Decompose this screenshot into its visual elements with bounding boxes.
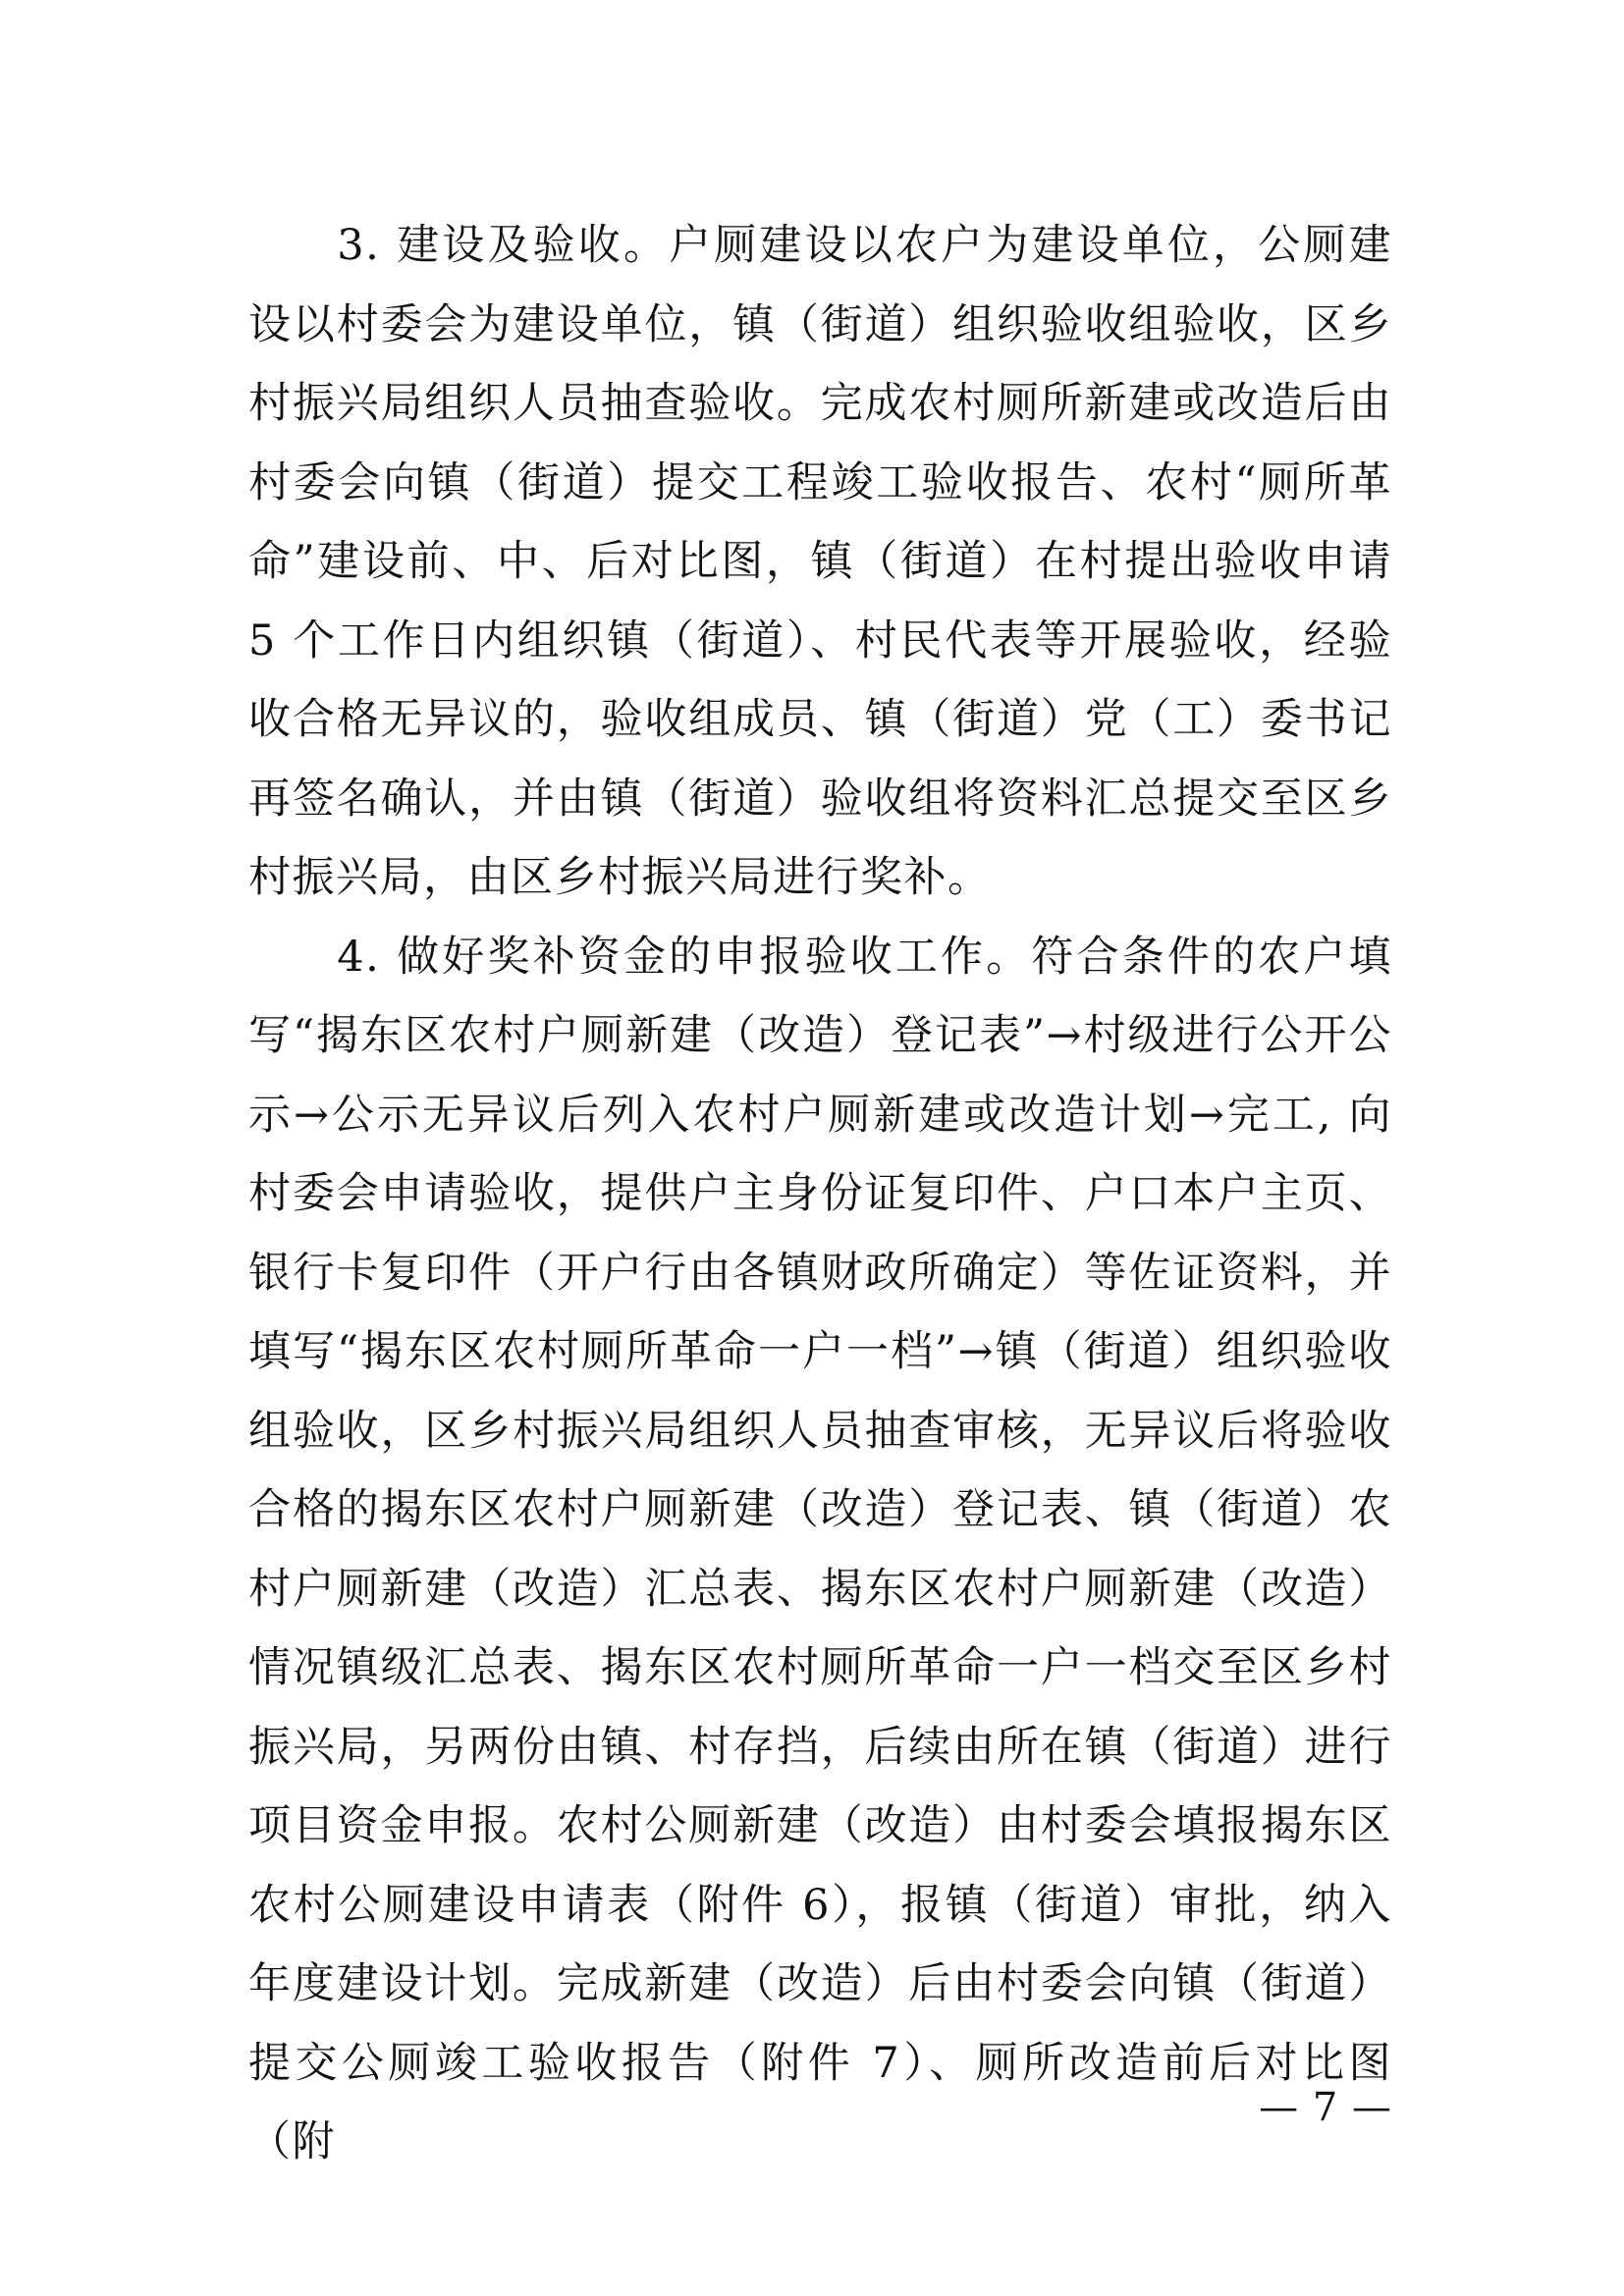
page-number: — 7 — <box>1259 2085 1392 2130</box>
paragraph-subsidy-application: 4. 做好奖补资金的申报验收工作。符合条件的农户填写“揭东区农村户厕新建（改造）登记表”→村级进行公开公示→公示无异议后列入农村户厕新建或改造计划→完工, 向村委会申请验收，提供户主身份证复印件、户口本户主页、银行卡复印件（开户行由各镇财政所确定）等佐证资料，并填写“揭东区农村厕所革命一户一档”→镇（街道）组织验收组验收，区乡村振兴局组织人员抽查审核，无异议后将验收合格的揭东区农村户厕新建（改造）登记表、镇（街道）农村户厕新建（改造）汇总表、揭东区农村户厕新建（改造）情况镇级汇总表、揭东区农村厕所革命一户一档交至区乡村振兴局，另两份由镇、村存挡，后续由所在镇（街道）进行项目资金申报。农村公厕新建（改造）由村委会填报揭东区农村公厕建设申请表（附件 6），报镇（街道）审批，纳入年度建设计划。完成新建（改造）后由村委会向镇（街道）提交公厕竣工验收报告（附件 7）、厕所改造前后对比图（附 <box>248 932 1392 2166</box>
paragraph-construction-acceptance: 3. 建设及验收。户厕建设以农户为建设单位，公厕建设以村委会为建设单位，镇（街道）组织验收组验收，区乡村振兴局组织人员抽查验收。完成农村厕所新建或改造后由村委会向镇（街道）提交工程竣工验收报告、农村“厕所革命”建设前、中、后对比图，镇（街道）在村提出验收申请 5 个工作日内组织镇（街道）、村民代表等开展验收，经验收合格无异议的，验收组成员、镇（街道）党（工）委书记再签名确认，并由镇（街道）验收组将资料汇总提交至区乡村振兴局，由区乡村振兴局进行奖补。 <box>248 221 1392 902</box>
document-body <box>248 206 1392 2182</box>
